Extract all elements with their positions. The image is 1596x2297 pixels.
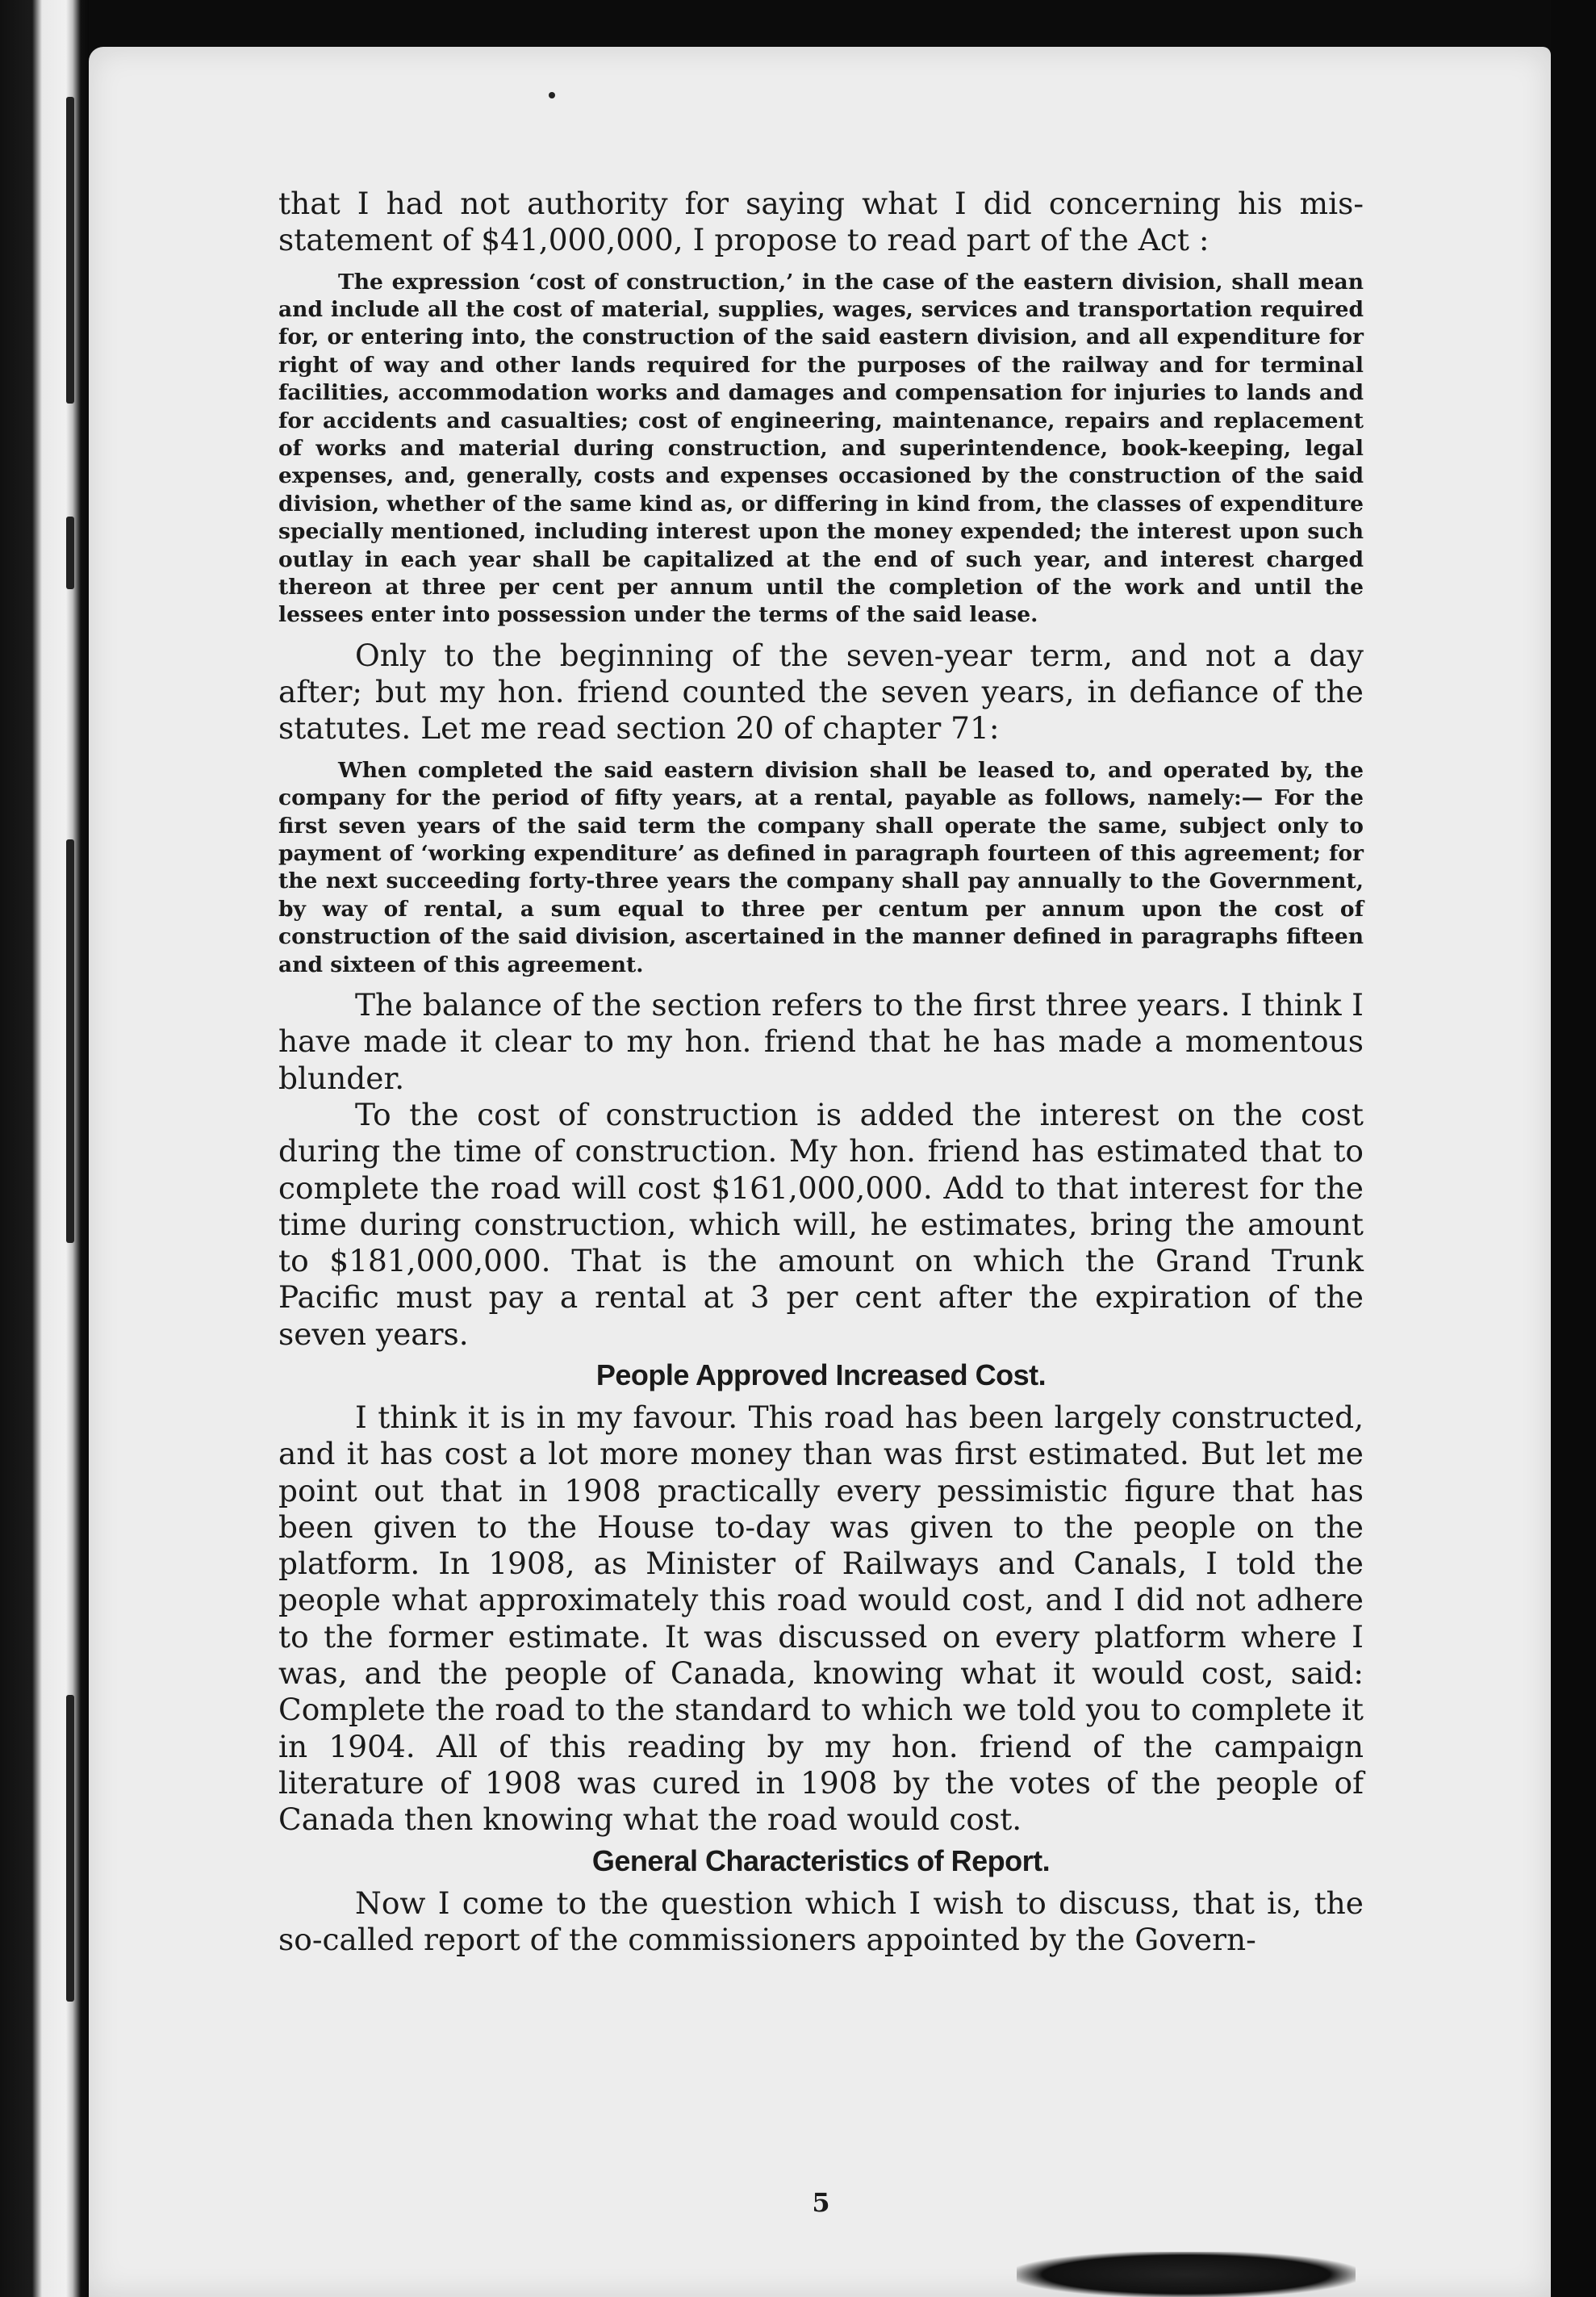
edge-shadow <box>66 839 74 1243</box>
quoted-act-excerpt: The expression ‘cost of construction,’ in the case of the eastern division, shall mean and include all the cost of material, supplies, wages, services and transportation required for, or entering into, the construction of the said eastern division, and all expenditure for right of way and other lands required for the purposes of the railway and for terminal facilities, accommodation works and damages and compensation for injuries to lands and for accidents and casualties; cost of engineering, maintenance, repairs and replacement of works and material during construction, and superintendence, book-keeping, legal expenses, and, generally, costs and expenses occasioned by the construction of the said division, whether of the same kind as, or differing in kind from, the classes of expenditure specially mentioned, including interest upon the money expended; the interest upon such outlay in each year shall be capitalized at the end of such year, and interest charged thereon at three per cent per annum until the completion of the work and until the lessees enter into possession under the terms of the said lease. <box>278 269 1364 628</box>
scan-border-right <box>1551 0 1596 2297</box>
page-text <box>278 186 1364 2218</box>
paragraph: that I had not authority for saying what I did concerning his mis-statement of $41,000,000, I propose to read part of the Act : <box>278 186 1364 258</box>
quoted-section-excerpt: When completed the said eastern division shall be leased to, and operated by, the company for the period of fifty years, at a rental, payable as follows, namely:— For the first seven years of the said term the company shall operate the same, subject only to payment of ‘working expenditure’ as defined in paragraph fourteen of this agreement; for the next succeeding forty-three years the company shall pay annually to the Government, by way of rental, a sum equal to three per centum per annum upon the cost of construction of the said division, ascertained in the manner defined in paragraphs fifteen and sixteen of this agreement. <box>278 757 1364 977</box>
page-number: 5 <box>812 2187 830 2218</box>
paragraph: Now I come to the question which I wish to discuss, that is, the so-called report of the commissioners appointed by the Govern- <box>278 1885 1364 1957</box>
speck <box>549 92 555 98</box>
paragraph: The balance of the section refers to the first three years. I think I have made it clear to my hon. friend that he has made a momentous blunder. <box>278 987 1364 1096</box>
paragraph: I think it is in my favour. This road has been largely constructed, and it has cost a lot more money than was first estimated. But let me point out that in 1908 practically every pessimistic figure that has been given to the House to-day was given to the people on the platform. In 1908, as Minister of Railways and Canals, I told the people what approximately this road would cost, and I did not adhere to the former estimate. It was discussed on every platform where I was, and the people of Canada, knowing what it would cost, said: Complete the road to the standard to which we told you to complete it in 1904. All of this reading by my hon. friend of the campaign literature of 1908 was cured in 1908 by the votes of the people of Canada then knowing what the road would cost. <box>278 1399 1364 1838</box>
edge-shadow <box>66 517 74 589</box>
adjacent-page-edge <box>0 0 89 2297</box>
edge-shadow <box>66 1695 74 2002</box>
paragraph: Only to the beginning of the seven-year term, and not a day after; but my hon. friend counted the seven years, in defiance of the statutes. Let me read section 20 of chapter 71: <box>278 637 1364 747</box>
paragraph: To the cost of construction is added the interest on the cost during the time of construction. My hon. friend has estimated that to complete the road will cost $161,000,000. Add to that interest for the time during construction, which will, he estimates, bring the amount to $181,000,000. That is the amount on which the Grand Trunk Pacific must pay a rental at 3 per cent after the expiration of the seven years. <box>278 1096 1364 1352</box>
section-heading: People Approved Increased Cost. <box>595 1358 1047 1391</box>
section-heading: General Characteristics of Report. <box>591 1843 1051 1877</box>
scan-shadow <box>1017 2252 1356 2297</box>
edge-shadow <box>66 97 74 404</box>
